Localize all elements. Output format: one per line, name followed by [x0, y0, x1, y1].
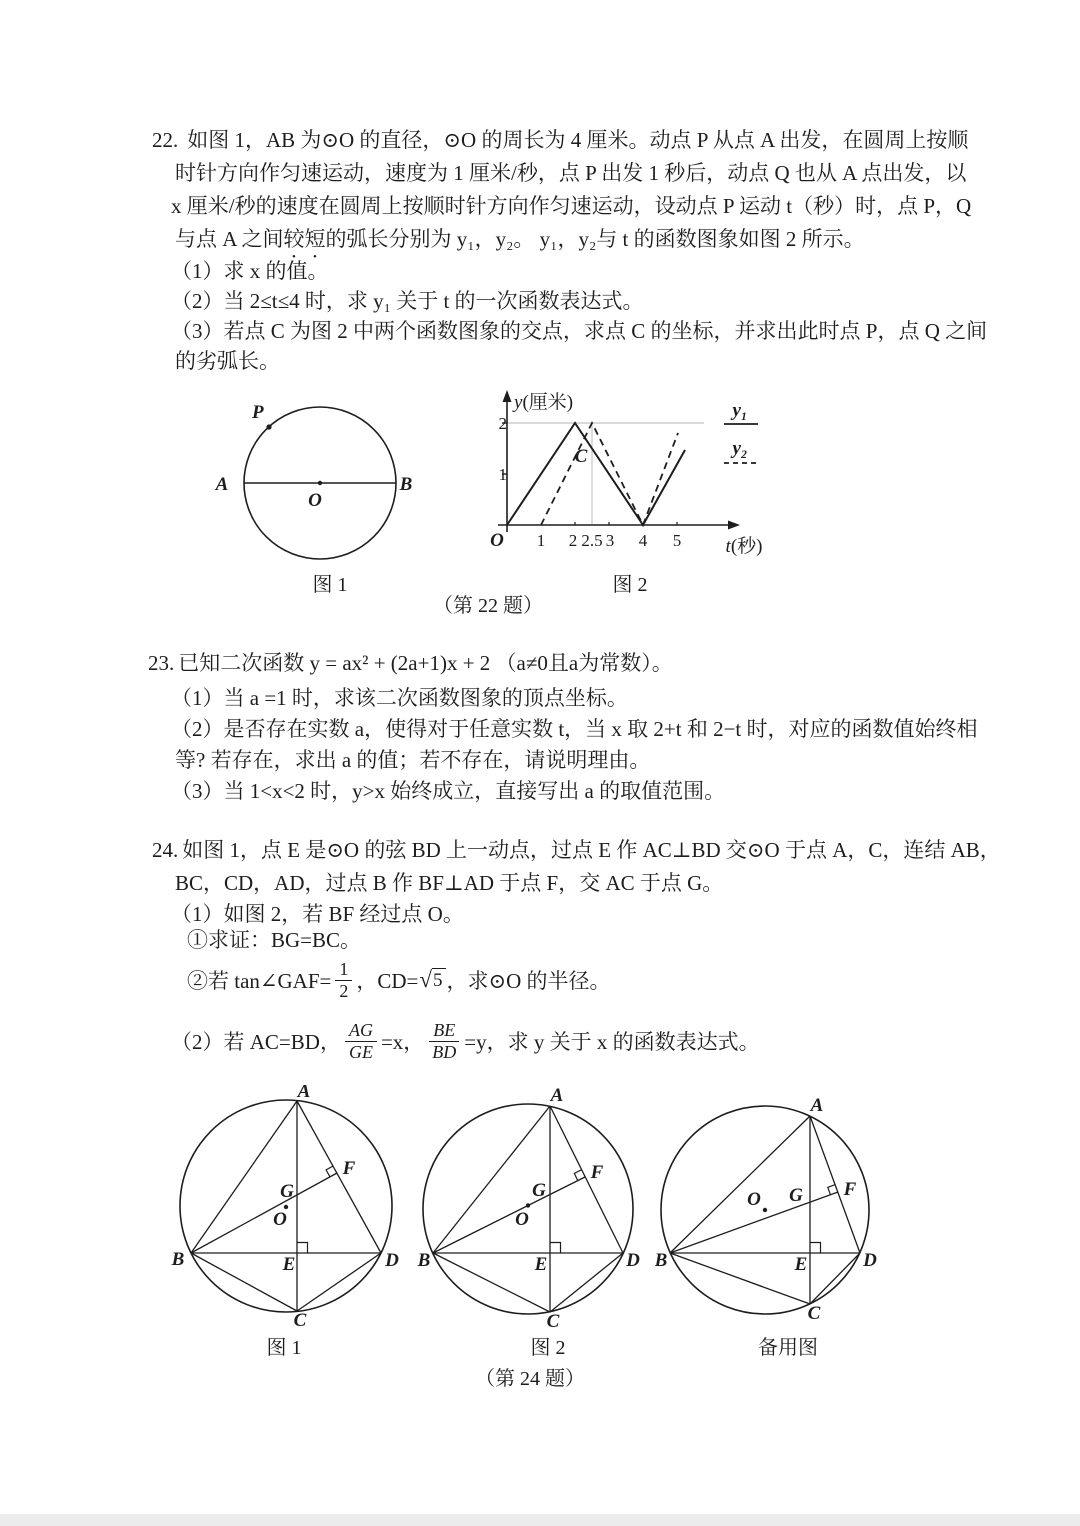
xtick-2.5: 2.5 — [581, 531, 603, 550]
x-axis-label: t(秒) — [725, 536, 763, 557]
origin-label: O — [490, 530, 504, 551]
label-O: O — [515, 1209, 529, 1230]
center-dot-O — [763, 1208, 767, 1212]
q23-item-3: （3）当 1<x<2 时，y>x 始终成立，直接写出 a 的取值范围。 — [171, 779, 726, 803]
label-G: G — [789, 1185, 803, 1206]
q22-fig1-caption: 图 1 — [312, 574, 348, 596]
q23-line-1: 23. 已知二次函数 y = ax² + (2a+1)x + 2 （a≠0且a为常数）。 — [148, 651, 673, 675]
q24-figure-1 — [160, 1085, 410, 1333]
q22-item-3: （3）若点 C 为图 2 中两个函数图象的交点，求点 C 的坐标，并求出此时点 P，点 Q 之间 — [171, 319, 988, 343]
point-P-dot — [266, 424, 271, 429]
label-E: E — [282, 1254, 296, 1275]
label-B: B — [655, 1250, 668, 1271]
xtick-3: 3 — [605, 531, 615, 550]
label-F: F — [342, 1158, 356, 1179]
chord-BC — [670, 1253, 810, 1304]
right-angle-E — [297, 1243, 308, 1254]
q22-line-4: 与点 A 之间较短的弧长分别为 y₁，y₂。 y₁，y₂与 t 的函数图象如图 2 所示。 — [175, 227, 865, 251]
label-F: F — [843, 1179, 857, 1200]
label-B: B — [399, 474, 413, 495]
q24-figure-3-spare — [655, 1085, 905, 1333]
label-A: A — [215, 474, 229, 495]
label-A: A — [550, 1085, 564, 1106]
q22-line-2: 时针方向作匀速运动，速度为 1 厘米/秒，点 P 出发 1 秒后，动点 Q 也从 A 点出发，以 — [175, 161, 967, 185]
center-dot-O — [526, 1203, 530, 1207]
chord-AD — [297, 1101, 381, 1253]
q22-line-1 — [152, 127, 968, 153]
label-C: C — [546, 1311, 560, 1332]
q23-number: 23. — [148, 651, 175, 675]
segment-BF-through-O — [433, 1177, 585, 1253]
label-O: O — [273, 1209, 287, 1230]
y-axis-label: y(厘米) — [514, 392, 574, 413]
q24-line-2: BC，CD，AD，过点 B 作 BF⊥AD 于点 F，交 AC 于点 G。 — [175, 871, 724, 895]
q22-number: 22. — [152, 128, 179, 152]
label-B: B — [171, 1249, 185, 1270]
q24-item-2: （2）若 AC=BD， $\frac{AG}{GE}$ =x， $\frac{BE}{BD}$ =y，求 y 关于 x 的函数表达式。 — [171, 1019, 760, 1062]
right-angle-E — [810, 1243, 821, 1254]
chord-BC — [433, 1253, 550, 1312]
q22-caption: （第 22 题） — [433, 595, 543, 617]
q22-item-1: （1）求 x 的值。 — [171, 259, 329, 283]
segment-BF — [191, 1173, 337, 1253]
q23-item-2-cont: 等? 若存在，求出 a 的值；若不存在，请说明理由。 — [175, 748, 651, 772]
q22-line-3: x 厘米/秒的速度在圆周上按顺时针方向作匀速运动，设动点 P 运动 t（秒）时，点 P，Q — [171, 194, 972, 218]
q24-line-1: 24. 如图 1，点 E 是⊙O 的弦 BD 上一动点，过点 E 作 AC⊥BD 交⊙O 于点 A，C，连结 AB， — [152, 838, 1001, 862]
xtick-4: 4 — [638, 531, 648, 550]
label-D: D — [863, 1250, 877, 1271]
emphasized-text: 较短 — [283, 227, 326, 251]
q24-figure-2 — [415, 1085, 668, 1333]
ytick-1: 1 — [498, 465, 507, 484]
label-C: C — [293, 1310, 307, 1331]
xtick-1: 1 — [536, 531, 546, 550]
label-A: A — [810, 1095, 824, 1116]
q24-fig1-caption: 图 1 — [266, 1337, 302, 1359]
label-G: G — [532, 1180, 546, 1201]
label-D: D — [385, 1250, 399, 1271]
xtick-2: 2 — [568, 531, 578, 550]
q24-fig3-caption: 备用图 — [758, 1337, 818, 1359]
series-y1-solid — [507, 423, 685, 525]
y-axis-arrow — [503, 390, 512, 402]
label-O: O — [747, 1189, 761, 1210]
chord-AD — [550, 1106, 623, 1253]
label-O: O — [308, 490, 322, 511]
right-angle-E — [550, 1243, 561, 1254]
x-axis-arrow — [728, 521, 740, 530]
label-F: F — [590, 1162, 604, 1183]
q22-item-2: （2）当 2≤t≤4 时，求 y₁ 关于 t 的一次函数表达式。 — [171, 289, 644, 313]
label-A: A — [297, 1085, 311, 1102]
q24-fig2-caption: 图 2 — [530, 1337, 566, 1359]
center-dot-O — [318, 481, 322, 485]
label-G: G — [280, 1181, 294, 1202]
xtick-5: 5 — [672, 531, 682, 550]
label-B: B — [417, 1250, 431, 1271]
q22-text-1: 如图 1，AB 为⊙O 的直径，⊙O 的周长为 4 厘米。动点 P 从点 A 出发，在圆周上按顺 — [187, 128, 969, 152]
chord-BC — [191, 1253, 297, 1311]
legend-y1: y₁ — [732, 400, 748, 421]
q24-caption: （第 24 题） — [475, 1368, 585, 1390]
label-D: D — [626, 1250, 640, 1271]
q22-figure-1-circle-diagram — [200, 388, 425, 573]
label-E: E — [794, 1254, 808, 1275]
label-C: C — [574, 446, 588, 467]
q24-item-1: （1）如图 2，若 BF 经过点 O。 — [171, 902, 464, 926]
label-P: P — [252, 402, 264, 423]
q22-figure-2-graph — [466, 386, 776, 581]
chord-CD — [550, 1253, 623, 1312]
page-bottom-strip — [0, 1514, 1080, 1526]
label-E: E — [534, 1254, 548, 1275]
fraction-BE-BD: $\frac{BE}{BD}$ — [428, 1020, 460, 1062]
fraction-AG-GE: $\frac{AG}{GE}$ — [345, 1020, 377, 1062]
q22-fig2-caption: 图 2 — [612, 574, 648, 596]
chord-CD — [297, 1253, 381, 1311]
q23-item-2: （2）是否存在实数 a，使得对于任意实数 t，当 x 取 2+t 和 2−t 时，对应的函数值始终相 — [171, 717, 978, 741]
sqrt-5: √ 5 — [419, 968, 445, 992]
q24-sub-2: ②若 tan∠GAF= $\frac{1}{2}$ ，CD= √ 5 ，求⊙O 的半径。 — [187, 958, 611, 1001]
ytick-2: 2 — [498, 414, 507, 433]
q24-number: 24. — [152, 838, 179, 862]
chord-CD — [810, 1253, 860, 1304]
fraction-1-2: $\frac{1}{2}$ — [335, 959, 352, 1001]
q22-item-3-cont: 的劣弧长。 — [175, 349, 280, 373]
q23-item-1: （1）当 a =1 时，求该二次函数图象的顶点坐标。 — [171, 686, 628, 710]
chord-AB — [191, 1101, 297, 1253]
q24-sub-1: ①求证：BG=BC。 — [187, 928, 362, 952]
legend-y2: y₂ — [732, 438, 748, 459]
label-C: C — [807, 1303, 821, 1324]
